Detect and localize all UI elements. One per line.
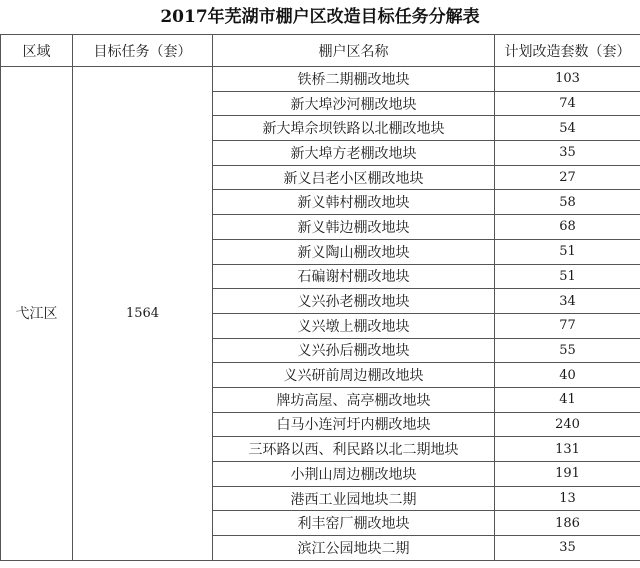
project-name-cell: 三环路以西、利民路以北二期地块 xyxy=(213,437,495,462)
project-name-cell: 利丰窑厂棚改地块 xyxy=(213,511,495,536)
project-name-cell: 新大埠佘坝铁路以北棚改地块 xyxy=(213,116,495,141)
header-project-name: 棚户区名称 xyxy=(213,35,495,67)
district-cell: 弋江区 xyxy=(1,67,73,561)
header-planned-units: 计划改造套数（套） xyxy=(495,35,640,67)
project-name-cell: 铁桥二期棚改地块 xyxy=(213,67,495,92)
table-title: 2017年芜湖市棚户区改造目标任务分解表 xyxy=(160,7,480,27)
project-name-cell: 新大埠沙河棚改地块 xyxy=(213,91,495,116)
project-name-cell: 新义韩村棚改地块 xyxy=(213,190,495,215)
project-name-cell: 石碥谢村棚改地块 xyxy=(213,264,495,289)
header-district: 区域 xyxy=(1,35,73,67)
planned-units-cell: 103 xyxy=(495,67,640,92)
planned-units-cell: 35 xyxy=(495,141,640,166)
project-name-cell: 白马小连河圩内棚改地块 xyxy=(213,412,495,437)
planned-units-cell: 240 xyxy=(495,412,640,437)
project-name-cell: 新义吕老小区棚改地块 xyxy=(213,165,495,190)
planned-units-cell: 54 xyxy=(495,116,640,141)
task-table xyxy=(0,34,640,561)
project-name-cell: 滨江公园地块二期 xyxy=(213,536,495,561)
project-name-cell: 义兴研前周边棚改地块 xyxy=(213,363,495,388)
planned-units-cell: 35 xyxy=(495,536,640,561)
project-name-cell: 港西工业园地块二期 xyxy=(213,486,495,511)
planned-units-cell: 186 xyxy=(495,511,640,536)
project-name-cell: 义兴孙后棚改地块 xyxy=(213,338,495,363)
planned-units-cell: 74 xyxy=(495,91,640,116)
planned-units-cell: 13 xyxy=(495,486,640,511)
table-row xyxy=(1,67,640,92)
header-row xyxy=(1,35,640,67)
planned-units-cell: 55 xyxy=(495,338,640,363)
planned-units-cell: 58 xyxy=(495,190,640,215)
planned-units-cell: 40 xyxy=(495,363,640,388)
planned-units-cell: 131 xyxy=(495,437,640,462)
planned-units-cell: 51 xyxy=(495,239,640,264)
project-name-cell: 小荆山周边棚改地块 xyxy=(213,462,495,487)
planned-units-cell: 68 xyxy=(495,215,640,240)
planned-units-cell: 27 xyxy=(495,165,640,190)
project-name-cell: 新大埠方老棚改地块 xyxy=(213,141,495,166)
planned-units-cell: 51 xyxy=(495,264,640,289)
target-total-cell: 1564 xyxy=(73,67,213,561)
project-name-cell: 新义韩边棚改地块 xyxy=(213,215,495,240)
planned-units-cell: 191 xyxy=(495,462,640,487)
project-name-cell: 义兴孙老棚改地块 xyxy=(213,289,495,314)
project-name-cell: 牌坊高屋、高亭棚改地块 xyxy=(213,387,495,412)
table-body xyxy=(1,67,640,561)
project-name-cell: 新义陶山棚改地块 xyxy=(213,239,495,264)
header-target: 目标任务（套） xyxy=(73,35,213,67)
planned-units-cell: 77 xyxy=(495,313,640,338)
planned-units-cell: 41 xyxy=(495,387,640,412)
planned-units-cell: 34 xyxy=(495,289,640,314)
project-name-cell: 义兴墩上棚改地块 xyxy=(213,313,495,338)
